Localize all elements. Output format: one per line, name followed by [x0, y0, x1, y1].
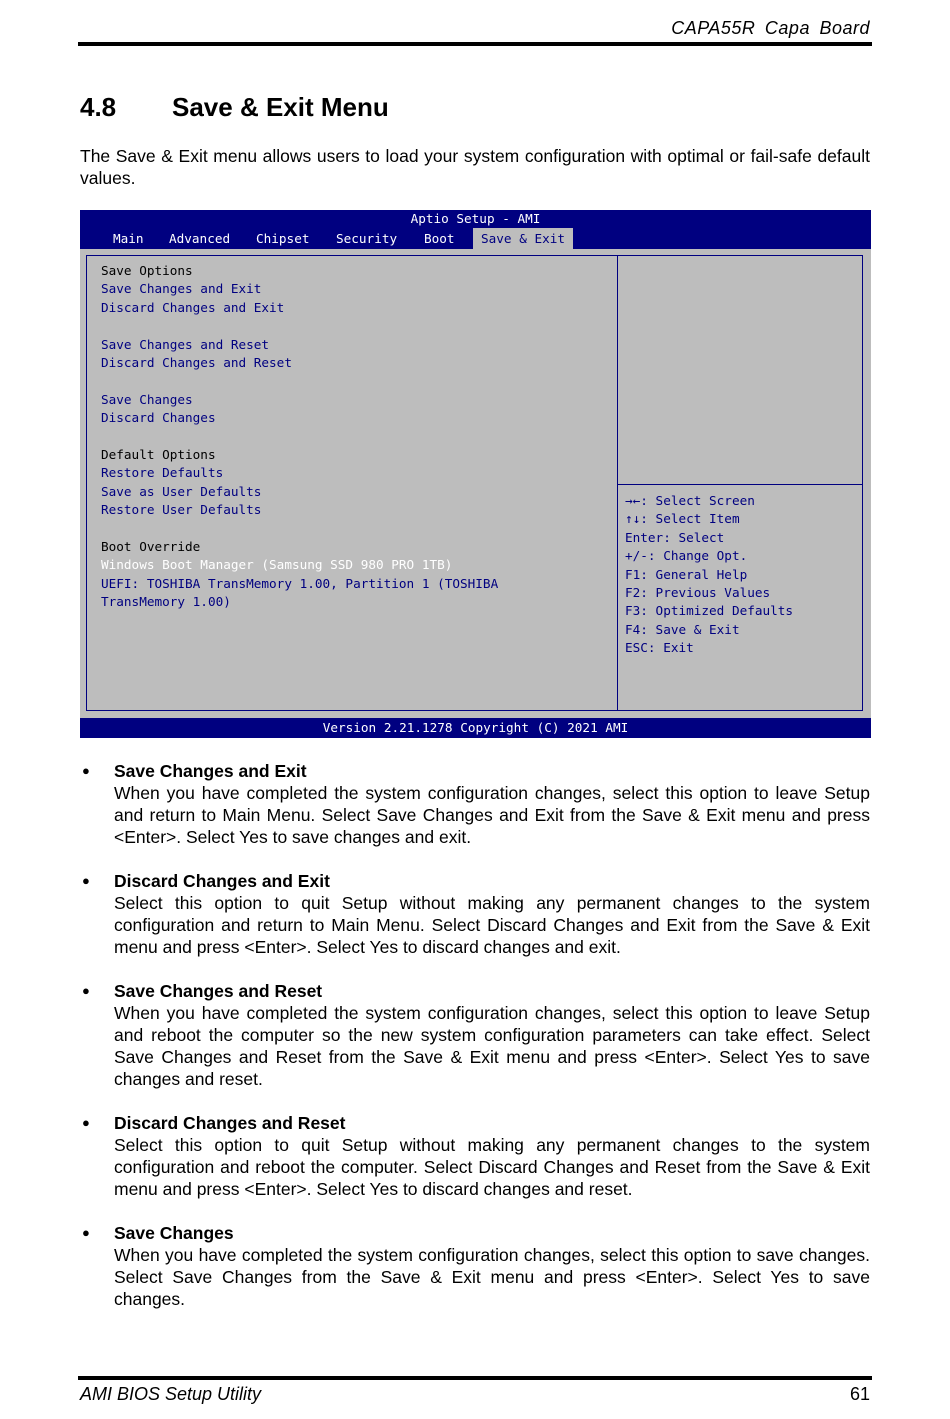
tab-chipset[interactable]: Chipset: [256, 231, 310, 246]
bios-help-key: Enter: Select: [625, 529, 725, 545]
bios-menu-item[interactable]: UEFI: TOSHIBA TransMemory 1.00, Partition 1 (TOSHIBA: [101, 575, 499, 591]
bullet-icon: ●: [82, 873, 90, 888]
section-title: Save & Exit Menu: [172, 92, 389, 122]
bios-app-title: Aptio Setup - AMI: [410, 211, 541, 226]
option-item-title: Save Changes and Exit: [114, 761, 307, 781]
tab-advanced[interactable]: Advanced: [169, 231, 231, 246]
bios-menu-item[interactable]: Discard Changes: [101, 410, 216, 426]
bios-group-heading: Default Options: [101, 446, 216, 462]
option-item-description: When you have completed the system configuration changes, select this option to save changes. Select Save Changes from the Save & Exit menu and press <Enter>. Select Yes to save changes.: [114, 1245, 870, 1309]
footer-title: AMI BIOS Setup Utility: [80, 1384, 262, 1404]
bios-menu-item[interactable]: Restore Defaults: [101, 465, 224, 481]
bios-menu-item[interactable]: Discard Changes and Reset: [101, 354, 292, 370]
bios-help-key: F3: Optimized Defaults: [625, 603, 794, 619]
option-item: [80, 1112, 870, 1200]
bios-menu-item[interactable]: Save Changes and Reset: [101, 336, 270, 352]
option-item-description: Select this option to quit Setup without making any permanent changes to the system configuration and reboot the computer. Select Discard Changes and Reset from the Save & Exit menu and press <Enter>. Select Yes to discard changes and reset.: [114, 1135, 870, 1199]
bios-spacer: [101, 428, 498, 446]
bios-help-key: ↑↓: Select Item: [625, 511, 740, 527]
bios-menu-item[interactable]: TransMemory 1.00): [101, 594, 231, 610]
bios-menu-item[interactable]: Save Changes and Exit: [101, 281, 262, 297]
bios-group-heading: Boot Override: [101, 538, 201, 554]
bullet-icon: ●: [82, 1115, 90, 1130]
tab-main[interactable]: Main: [113, 231, 144, 246]
tab-save-exit[interactable]: Save & Exit: [473, 228, 573, 249]
bios-help-key: F2: Previous Values: [625, 584, 771, 600]
bios-help-keys: [625, 492, 793, 658]
bullet-icon: ●: [82, 763, 90, 778]
section-heading: [80, 92, 389, 123]
bios-spacer: [101, 372, 498, 390]
bios-help-divider: [618, 484, 862, 485]
option-item-description: Select this option to quit Setup without making any permanent changes to the system configuration and return to Main Menu. Select Discard Changes and Exit from the Save & Exit menu and press <Enter>. Select Yes to discard changes and exit.: [114, 893, 870, 957]
tab-security[interactable]: Security: [336, 231, 398, 246]
bios-content-frame: [86, 255, 863, 711]
bios-menu-item[interactable]: Restore User Defaults: [101, 502, 262, 518]
bios-group-heading: Save Options: [101, 263, 193, 278]
intro-paragraph: The Save & Exit menu allows users to load your system configuration with optimal or fail-safe default values.: [80, 146, 870, 188]
header-rule: [78, 42, 872, 46]
option-item: [80, 1222, 870, 1310]
option-item: [80, 760, 870, 848]
document-title: CAPA55R Capa Board: [671, 18, 870, 38]
option-item-title: Save Changes and Reset: [114, 981, 323, 1001]
option-item: [80, 980, 870, 1090]
bios-help-key: F4: Save & Exit: [625, 621, 740, 637]
option-item-title: Save Changes: [114, 1223, 234, 1243]
option-item-description: When you have completed the system configuration changes, select this option to leave Setup and return to Main Menu. Select Save Changes and Exit from the Save & Exit menu and press <Enter>. Select Yes to save changes and exit.: [114, 783, 870, 847]
bios-vertical-divider: [617, 256, 618, 710]
footer-rule: [78, 1376, 872, 1380]
bios-version-bar: Version 2.21.1278 Copyright (C) 2021 AMI: [80, 718, 871, 738]
bios-menu-item[interactable]: Windows Boot Manager (Samsung SSD 980 PRO 1TB): [101, 557, 453, 573]
option-item-title: Discard Changes and Reset: [114, 1113, 346, 1133]
bios-help-key: F1: General Help: [625, 566, 748, 582]
bullet-icon: ●: [82, 983, 90, 998]
bios-menu-item[interactable]: Save as User Defaults: [101, 483, 262, 499]
bios-spacer: [101, 519, 498, 537]
bios-spacer: [101, 317, 498, 335]
option-item-description: When you have completed the system configuration changes, select this option to leave Setup and reboot the computer so the new system configuration parameters can take effect. Select Save Changes and Reset from the Save & Exit menu and press <Enter>. Select Yes to save changes and reset.: [114, 1003, 870, 1089]
bios-menu-item[interactable]: Discard Changes and Exit: [101, 299, 285, 315]
bios-screenshot: [80, 210, 871, 738]
option-item-title: Discard Changes and Exit: [114, 871, 330, 891]
bios-options-list: [101, 262, 498, 611]
option-descriptions: [80, 760, 870, 1332]
bios-help-key: ESC: Exit: [625, 640, 694, 656]
bios-help-key: +/-: Change Opt.: [625, 548, 748, 564]
option-item: [80, 870, 870, 958]
page-number: 61: [849, 1384, 870, 1404]
bios-title-bar: [80, 210, 871, 249]
bullet-icon: ●: [82, 1225, 90, 1240]
section-number: 4.8: [80, 92, 117, 122]
bios-help-key: →←: Select Screen: [625, 493, 755, 508]
tab-boot[interactable]: Boot: [424, 231, 455, 246]
bios-menu-item[interactable]: Save Changes: [101, 391, 193, 407]
